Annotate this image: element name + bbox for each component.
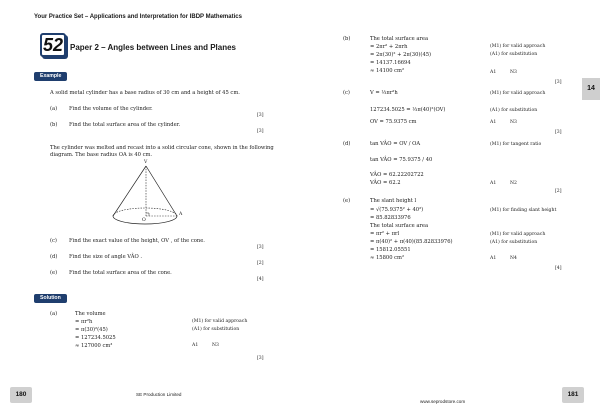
question-c-marks: [3]: [257, 245, 264, 250]
question-c-text: Find the exact value of the height, OV , of the cone.: [69, 238, 205, 244]
solution-d-marks: [2]: [555, 189, 562, 194]
solution-d-n2: N2: [510, 181, 517, 186]
solution-b-line-5: ≈ 14100 cm²: [370, 68, 405, 74]
publisher: SE Production Limited: [136, 392, 182, 397]
solution-a-line-5: ≈ 127000 cm³: [75, 343, 113, 349]
solution-c-note-2: (A1) for substitution: [490, 108, 538, 113]
question-a-letter: (a): [50, 106, 58, 112]
question-d-text: Find the size of angle VÂO .: [69, 254, 143, 260]
question-e-letter: (e): [50, 270, 58, 276]
solution-a-line-2: = πr²h: [75, 319, 93, 325]
solution-d-line-2: tan VÂO = 75.9375 / 40: [370, 157, 433, 163]
question-d-marks: [2]: [257, 261, 264, 266]
chapter-number-badge: 52: [40, 33, 66, 57]
solution-b-marks: [3]: [555, 80, 562, 85]
solution-b-note-2: (A1) for substitution: [490, 52, 538, 57]
solution-b-n3: N3: [510, 70, 517, 75]
question-b-text: Find the total surface area of the cylinder.: [69, 122, 181, 128]
solution-c-letter: (c): [343, 90, 350, 96]
solution-a-a1: A1: [192, 343, 199, 348]
solution-e-line-6: = π(40)² + π(40)(85.82833976): [370, 239, 453, 245]
solution-e-line-1: The slant height l: [370, 198, 417, 204]
question-a-marks: [3]: [257, 113, 264, 118]
solution-b-line-2: = 2πr² + 2πrh: [370, 44, 408, 50]
cone-intro-line-2: diagram. The base radius OA is 40 cm.: [50, 152, 153, 158]
solution-a-line-1: The volume: [75, 311, 106, 317]
solution-a-marks: [3]: [257, 356, 264, 361]
solution-e-marks: [4]: [555, 266, 562, 271]
solution-c-line-2: 127234.5025 = ⅓π(40)²(OV): [370, 107, 446, 113]
solution-d-letter: (d): [343, 141, 351, 147]
solution-c-n3: N3: [510, 120, 517, 125]
question-b-letter: (b): [50, 122, 58, 128]
solution-b-note-1: (M1) for valid approach: [490, 44, 546, 49]
vertex-label-o: O: [142, 218, 146, 223]
solution-e-n4: N4: [510, 256, 517, 261]
vertex-label-v: V: [144, 160, 148, 165]
solution-a-line-3: = π(30)²(45): [75, 327, 108, 333]
chapter-side-tab: 14: [582, 78, 600, 100]
solution-c-marks: [3]: [555, 130, 562, 135]
solution-a-letter: (a): [50, 311, 58, 317]
solution-b-line-4: = 14137.16694: [370, 60, 411, 66]
chapter-title: Paper 2 – Angles between Lines and Planes: [70, 43, 236, 52]
cone-right-edge: [146, 166, 177, 216]
solution-e-letter: (e): [343, 198, 351, 204]
question-d-letter: (d): [50, 254, 58, 260]
left-page-number: 180: [10, 387, 32, 403]
solution-e-a1: A1: [490, 256, 497, 261]
question-e-marks: [4]: [257, 277, 264, 282]
example-intro: A solid metal cylinder has a base radius of 30 cm and a height of 45 cm.: [50, 90, 240, 96]
solution-d-line-1: tan VÂO = OV / OA: [370, 141, 421, 147]
solution-a-note-2: (A1) for substitution: [192, 327, 240, 332]
solution-c-note-1: (M1) for valid approach: [490, 91, 546, 96]
solution-e-line-4: The total surface area: [370, 223, 429, 229]
solution-e-line-3: = 85.82833976: [370, 215, 411, 221]
question-e-text: Find the total surface area of the cone.: [69, 270, 172, 276]
right-page-number: 181: [562, 387, 584, 403]
solution-label: Solution: [34, 294, 67, 303]
solution-d-note-1: (M1) for tangent ratio: [490, 142, 542, 147]
example-label: Example: [34, 72, 67, 81]
solution-b-line-1: The total surface area: [370, 36, 429, 42]
solution-d-line-3: VÂO = 62.22202722: [370, 172, 424, 178]
website: www.seprodstore.com: [420, 399, 466, 404]
solution-c-line-3: OV = 75.9375 cm: [370, 119, 417, 125]
cone-left-edge: [113, 166, 146, 216]
solution-c-a1: A1: [490, 120, 497, 125]
question-a-text: Find the volume of the cylinder.: [69, 106, 153, 112]
question-c-letter: (c): [50, 238, 57, 244]
solution-e-note-1: (M1) for finding slant height: [490, 208, 557, 213]
solution-a-note-1: (M1) for valid approach: [192, 319, 248, 324]
solution-e-note-2: (M1) for valid approach: [490, 232, 546, 237]
solution-c-line-1: V = ⅓πr²h: [370, 90, 398, 96]
solution-a-n3: N3: [212, 343, 219, 348]
solution-b-line-3: = 2π(30)² + 2π(30)(45): [370, 52, 432, 58]
solution-e-line-2: = √(75.9375² + 40²): [370, 207, 424, 213]
solution-e-line-5: = πr² + πrl: [370, 231, 400, 237]
solution-d-a1: A1: [490, 181, 497, 186]
solution-a-line-4: = 127234.5025: [75, 335, 116, 341]
solution-e-line-8: ≈ 15800 cm²: [370, 255, 405, 261]
question-b-marks: [3]: [257, 129, 264, 134]
vertex-label-a: A: [179, 212, 183, 217]
right-angle-marker: [146, 213, 149, 216]
running-header: Your Practice Set – Applications and Interpretation for IBDP Mathematics: [34, 14, 242, 20]
solution-b-letter: (b): [343, 36, 351, 42]
solution-e-note-3: (A1) for substitution: [490, 240, 538, 245]
cone-base-back: [113, 208, 177, 216]
cone-intro-line-1: The cylinder was melted and recast into a solid circular cone, shown in the following: [50, 145, 274, 151]
solution-b-a1: A1: [490, 70, 497, 75]
solution-d-line-4: VÂO = 62.2: [370, 180, 401, 186]
solution-e-line-7: = 15812.05551: [370, 247, 411, 253]
